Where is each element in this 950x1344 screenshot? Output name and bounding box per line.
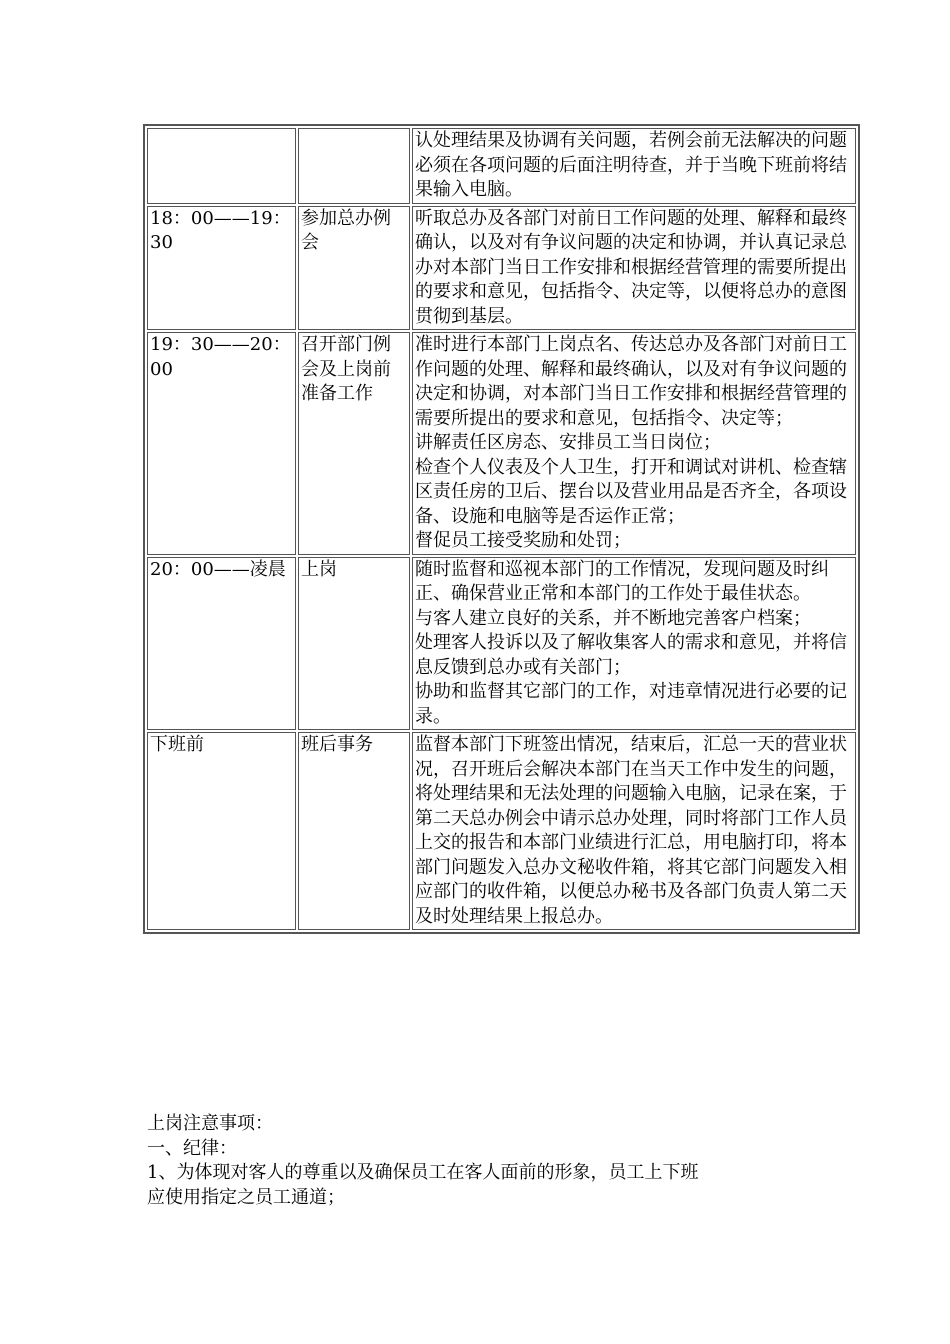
- time-cell: 18：00——19：30: [147, 206, 296, 331]
- item-cell: 召开部门例会及上岗前准备工作: [298, 332, 410, 555]
- schedule-table-body: [147, 128, 856, 930]
- notes-item-line: 1、为体现对客人的尊重以及确保员工在客人面前的形象，员工上下班: [147, 1162, 699, 1183]
- content-paragraph: 讲解责任区房态、安排员工当日岗位；: [415, 432, 721, 453]
- notes-item-line: 应使用指定之员工通道；: [147, 1186, 345, 1208]
- time-cell: 下班前: [147, 732, 296, 930]
- time-cell: 19：30——20：00: [147, 332, 296, 555]
- notes-heading: 上岗注意事项：: [147, 1113, 273, 1134]
- table-row: [147, 206, 856, 331]
- table-row: [147, 332, 856, 555]
- content-paragraph: 与客人建立良好的关系，并不断地完善客户档案；: [415, 607, 811, 629]
- content-paragraph: 督促员工接受奖励和处罚；: [415, 530, 631, 551]
- table-row: [147, 128, 856, 204]
- notes-section-title: 一、纪律：: [147, 1137, 237, 1159]
- content-cell: [412, 206, 856, 331]
- content-cell: [412, 332, 856, 555]
- item-cell: 班后事务: [298, 732, 410, 930]
- item-cell: 参加总办例会: [298, 206, 410, 331]
- content-paragraph: 检查个人仪表及个人卫生，打开和调试对讲机、检查辖区责任房的卫后、摆台以及营业用品是否齐全，各项设备、设施和电脑等是否运作正常；: [415, 456, 847, 527]
- time-cell: 20：00——凌晨: [147, 557, 296, 731]
- content-paragraph: 处理客人投诉以及了解收集客人的需求和意见，并将信息反馈到总办或有关部门；: [415, 632, 847, 678]
- content-paragraph: 监督本部门下班签出情况，结束后，汇总一天的营业状况，召开班后会解决本部门在当天工作中发生的问题，将处理结果和无法处理的问题输入电脑，记录在案，于第二天总办例会中请示总办处理，同时将部门工作人员上交的报告和本部门业绩进行汇总，用电脑打印，将本部门问题发入总办文秘收件箱，将其它部门问题发入相应部门的收件箱，以便总办秘书及各部门负责人第二天及时处理结果上报总办。: [415, 734, 847, 927]
- table-row: [147, 557, 856, 731]
- content-paragraph: 随时监督和巡视本部门的工作情况，发现问题及时纠正、确保营业正常和本部门的工作处于最佳状态。: [415, 558, 829, 604]
- content-paragraph: 认处理结果及协调有关问题，若例会前无法解决的问题必须在各项问题的后面注明待查，并于当晚下班前将结果输入电脑。: [415, 130, 847, 200]
- content-cell: [412, 732, 856, 930]
- table-row: [147, 732, 856, 930]
- content-paragraph: 协助和监督其它部门的工作，对违章情况进行必要的记录。: [415, 681, 847, 727]
- content-cell: [412, 557, 856, 731]
- content-paragraph: 听取总办及各部门对前日工作问题的处理、解释和最终确认，以及对有争议问题的决定和协调，并认真记录总办对本部门当日工作安排和根据经营管理的需要所提出的要求和意见，包括指令、决定等，以便将总办的意图贯彻到基层。: [415, 207, 847, 327]
- schedule-table: [143, 124, 860, 934]
- time-cell: [147, 128, 296, 204]
- item-cell: 上岗: [298, 557, 410, 731]
- content-paragraph: 准时进行本部门上岗点名、传达总办及各部门对前日工作问题的处理、解释和最终确认，以及对有争议问题的决定和协调，对本部门当日工作安排和根据经营管理的需要所提出的要求和意见，包括指令、决定等；: [415, 334, 847, 429]
- item-cell: [298, 128, 410, 204]
- content-cell: [412, 128, 856, 204]
- notes-section: [147, 1112, 827, 1210]
